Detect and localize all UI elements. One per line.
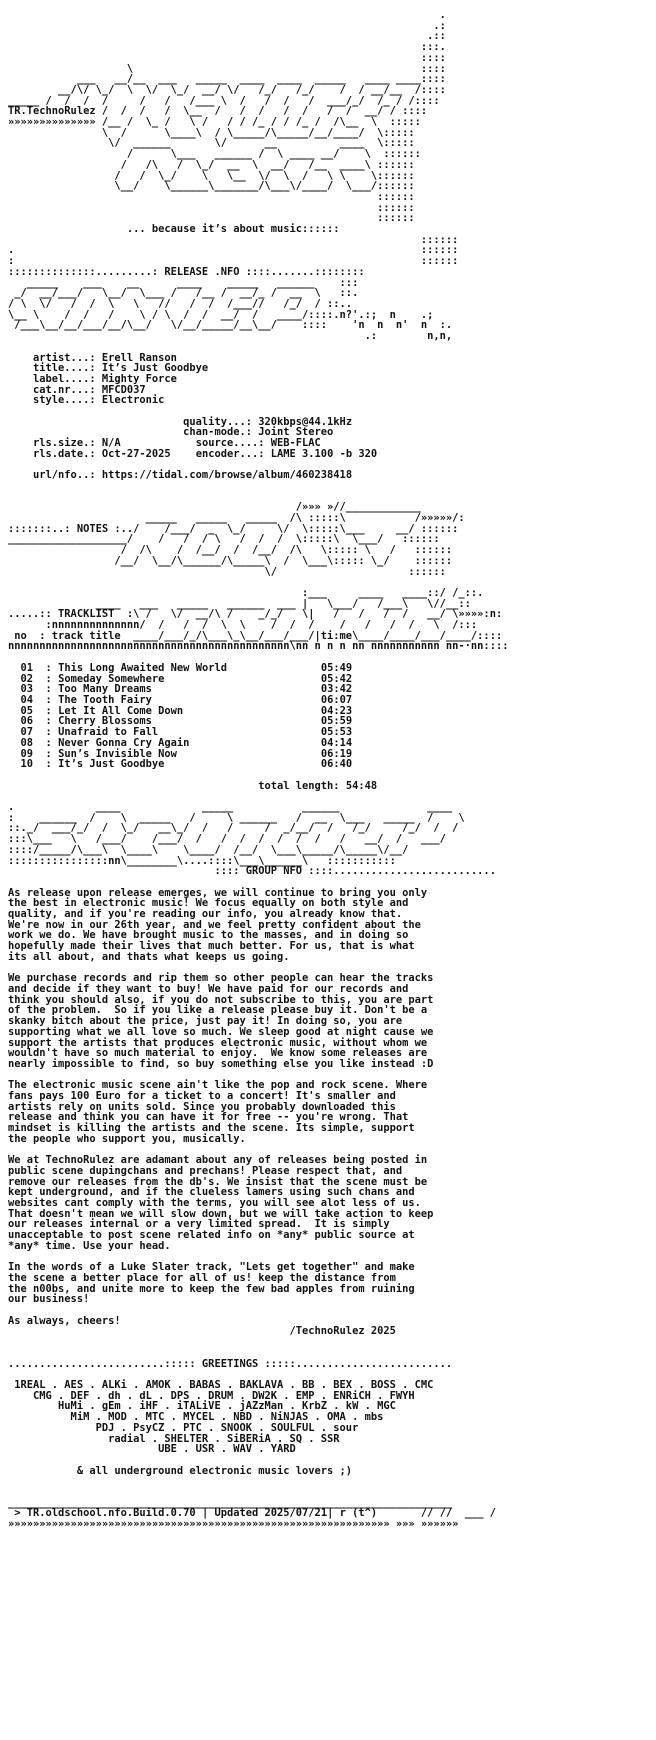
edge-decoration: :::::: (302, 223, 340, 236)
header-art: __/\/ \_/ \ \/ \_/ __/ \/ /_/ /_/ / / __/__ /:::: (8, 83, 446, 96)
header-art: »»»»»»»»»»»»»» /__ / \_ / \ / / / /_ / / /_ / /\__ \ ::::: (8, 116, 421, 129)
greetings-line: HuMi . gEm . iHF . iTALiVE . jAZzMan . KrbZ . kW . MGC (8, 1400, 396, 1413)
group-nfo-line: release and think you can have it for free -- you're wrong. That (8, 1111, 409, 1124)
track-spacer: : (33, 704, 59, 717)
header-art: \__/ \______\_______/\___\/____/ \___/:::::: (8, 180, 415, 193)
edge-decoration: :::::: (327, 265, 365, 278)
release-logo-art: \__ \ / / / \ / \ / / __/ / ____/::::.n?'.:; n .; (8, 308, 434, 321)
track-spacer: : (33, 726, 59, 739)
track-time: 06:07 (320, 694, 353, 706)
track-title: It’s Just Goodbye (58, 758, 321, 771)
track-title: Too Many Dreams (58, 683, 321, 696)
artist-value: Erell Ranson (101, 351, 177, 364)
style-value: Electronic (101, 394, 165, 407)
track-number: 02 (20, 672, 34, 685)
release-logo-art: / \ \/ / / \ \ // / / /___// /_/ / ::.. (8, 297, 353, 310)
info-line: encoder...: (195, 447, 271, 460)
group-nfo-line: quality, and if you're reading our info, you already know that. (8, 908, 403, 921)
info-line: rls.date.: (8, 447, 102, 460)
tracklist-logo-art: :nnnnnnnnnnnnnn/ / / / \ \ / / / / / / / \ /::: (8, 619, 478, 632)
track-number: 04 (20, 694, 34, 706)
notes-logo-art: ___________________/ / / / \ / / / \:::::\ \___/ :::::: (8, 533, 440, 546)
group-nfo-line: work we do. We have brought music to the masses, and in doing so (8, 929, 409, 942)
rls-size-value: N/A (101, 437, 196, 450)
group-nfo-line: the scene a better place for all of us! keep the distance from (8, 1271, 396, 1284)
info-line: artist...: (8, 351, 102, 364)
notes-logo-art: /__/ \__/\______/\_____\ / \___\::::: \_/ :::::: (8, 554, 453, 567)
notes-logo-art: /»»» »//____________ (8, 501, 421, 514)
track-time: 04:14 (320, 736, 353, 749)
edge-decoration: :::::: (420, 233, 459, 246)
group-nfo-line: the best in electronic music! We focus equally on both style and (8, 897, 409, 910)
track-spacer (8, 758, 21, 770)
footer-rule: _______________________________________________________________________ (8, 1496, 453, 1509)
greetings-header: .........................::::: GREETINGS :::::......................... (8, 1357, 453, 1370)
info-line: cat.nr...: (8, 383, 102, 396)
group-logo-art: : ______ / \ _____ / \ ______ / __ \___ _____ / \ (8, 811, 465, 824)
info-line: url/nfo..: (8, 469, 102, 482)
encoder-value: LAME 3.100 -b 320 (270, 447, 378, 460)
group-logo-art: ::::/_____/\___\ \____\ \____/ /__/ \___\_____/\_____\/__/ (8, 843, 409, 856)
tracklist-logo-art: :___ ____ ____::/ /_::. (8, 586, 484, 599)
track-number: 03 (20, 683, 34, 696)
edge-decoration: :::::: (420, 244, 459, 257)
track-title: The Tooth Fairy (58, 694, 321, 706)
group-nfo-line: the n00bs, and unite more to keep the few bad apples from ruining (8, 1282, 415, 1295)
info-line: label....: (8, 372, 102, 385)
greetings-footer: & all underground electronic music lovers ;) (8, 1464, 353, 1477)
group-nfo-line: unacceptable to post scene related info on *any* public source at (8, 1229, 415, 1242)
track-time: 05:42 (320, 672, 353, 685)
track-number: 10 (20, 758, 34, 771)
group-nfo-line: hopefully made their lives that much better. For us, that is what (8, 940, 415, 953)
track-title: Never Gonna Cry Again (58, 736, 321, 749)
track-title: Sun’s Invisible Now (58, 747, 321, 760)
header-art: :::::: (8, 201, 415, 214)
track-title: Unafraid to Fall (58, 726, 321, 739)
track-time: 06:40 (320, 758, 353, 771)
group-nfo-line: kept underground, and if the clueless lamers using such chans and (8, 1186, 415, 1199)
track-title: Cherry Blossoms (58, 715, 321, 728)
catnr-value: MFCD037 (101, 383, 146, 396)
group-nfo-line: fans pays 100 Euro for a ticket to a concert! It's smaller and (8, 1090, 396, 1103)
group-nfo-line: The electronic music scene ain't like the pop and rock scene. Where (8, 1079, 428, 1092)
header-art: :::::: (8, 212, 415, 225)
header-art: ___ __/__ ___ _____ ____ ____ _____ ____ ____:::: (8, 73, 446, 86)
group-logo-art: ::._/ ___/_/ / \_/ __\_/ / / / _/__/ / /_/ /_/ / / (8, 822, 459, 835)
header-art: .:: (8, 30, 446, 43)
group-logo-art: . ____ _____ ______ ____ (8, 801, 453, 814)
release-logo-art: .: n,n, (8, 330, 453, 343)
nfo-document (8, 10, 508, 1530)
header-art: . (8, 9, 446, 21)
group-nfo-line: public scene dupingchans and prechans! Please respect that, and (8, 1164, 403, 1177)
greetings-line: UBE . USR . WAV . YARD (8, 1443, 296, 1456)
track-number: 08 (20, 736, 34, 749)
total-label: total length: (8, 779, 346, 792)
track-time: 05:59 (320, 715, 353, 728)
track-spacer: : (33, 694, 59, 706)
track-number: 06 (20, 715, 34, 728)
header-art: / / \_/ \ \__ \/ \ / \ \ \:::::: (8, 169, 415, 182)
group-nfo-line: its all about, and thats what keeps us going. (8, 950, 290, 963)
group-nfo-line: websites cant comply with the terms, you will see alot less of us. (8, 1197, 421, 1210)
group-nfo-line: We purchase records and rip them so other people can hear the tracks (8, 972, 434, 985)
spacer: : (8, 255, 421, 268)
group-nfo-line: support the artists that produces electronic music, without whom we (8, 1036, 428, 1049)
header-art: :::::: (8, 190, 415, 203)
info-line: chan-mode.: (8, 426, 259, 439)
label-value: Mighty Force (101, 372, 177, 385)
info-line: title....: (8, 362, 102, 375)
group-nfo-line: wouldn't have so much material to enjoy. We know some releases are (8, 1047, 428, 1060)
source-value: WEB-FLAC (270, 437, 321, 450)
group-nfo-line: We're now in our 26th year, and we feel pretty confident about the (8, 918, 421, 931)
header-art: / \___ ______ / \ ____ __/ \ :::::: (8, 148, 421, 161)
track-number: 09 (20, 747, 34, 760)
track-spacer: : (33, 715, 59, 728)
info-line: style....: (8, 394, 102, 407)
header-art: \ :::: (8, 62, 446, 75)
greetings-line: CMG . DEF . dh . dL . DPS . DRUM . DW2K . EMP . ENRiCH . FWYH (8, 1389, 415, 1402)
tracklist-logo-art: no : track title ____/___/_/\___\_\__/___/___/|ti:me\____/____/___/____/:::: (8, 629, 503, 642)
group-nfo-line: our releases internal or a very limited spread. It is simply (8, 1218, 390, 1231)
greetings-line: radial . SHELTER . SiBERiA . SQ . SSR (8, 1432, 340, 1445)
notes-logo-art: / /\ / /__/ / /__/ /\ \::::: \ / :::::: (8, 544, 453, 557)
group-nfo-line: As release upon release emerges, we will continue to bring you only (8, 886, 428, 899)
header-art: .: (8, 19, 446, 32)
group-nfo-line: our business! (8, 1293, 90, 1306)
total-length: 54:48 (345, 779, 378, 792)
group-nfo-line: As always, cheers! (8, 1314, 121, 1327)
track-spacer: : (33, 683, 59, 696)
footer-rule: »»»»»»»»»»»»»»»»»»»»»»»»»»»»»»»»»»»»»»»»»»»»»»»»»»»»»»»»»»»»» »»» »»»»»» (8, 1518, 459, 1531)
header-art: TR.TechnoRulez / / / / \__ / / / / / / / __/ / :::: (8, 105, 428, 118)
track-time: 05:53 (320, 726, 353, 739)
release-logo-art: /___\__/__/___/__/\__/ \/__/_____/__\__/ :::: 'n n n' n :. (8, 319, 453, 332)
header-art: :::: (8, 51, 446, 64)
track-time: 05:49 (320, 661, 353, 674)
track-number: 01 (20, 661, 34, 674)
track-spacer: : (33, 747, 59, 760)
greetings-line: MiM . MOD . MTC . MYCEL . NBD . NiNJAS . OMA . mbs (8, 1411, 384, 1424)
tagline: ... because it’s about music (8, 223, 303, 236)
release-logo-art: _____ ___ __ ____ _____ ______ ::: (8, 276, 359, 289)
title-value: It’s Just Goodbye (101, 362, 209, 375)
track-number: 05 (20, 704, 34, 717)
notes-logo-art: \/ :::::: (8, 565, 446, 578)
track-spacer: : (33, 736, 59, 749)
footer-line: // // ___ / (377, 1507, 496, 1520)
edge-decoration: :::::: (420, 255, 459, 268)
track-row (8, 758, 352, 770)
greetings-line: 1REAL . AES . ALKi . AMOK . BABAS . BAKLAVA . BB . BEX . BOSS . CMC (8, 1379, 434, 1391)
footer-line: > (8, 1507, 27, 1520)
tracklist-logo-art: nnnnnnnnnnnnnnnnnnnnnnnnnnnnnnnnnnnnnnnnnnnnn\nn n n n nn nnnnnnnnnnn nn-·nn:::: (8, 640, 509, 653)
track-title: This Long Awaited New World (58, 661, 321, 674)
signature: /TechnoRulez 2025 (8, 1325, 396, 1338)
quality-value: 320kbps@44.1kHz (258, 415, 353, 428)
track-spacer: : (33, 758, 59, 771)
group-nfo-line: *any* time. Use your head. (8, 1239, 171, 1252)
track-spacer: : (33, 661, 59, 674)
header-art: \/ ______ \/ __ ____ \::::: (8, 137, 415, 150)
url-value: https://tidal.com/browse/album/460238418 (101, 469, 353, 482)
chan-mode-value: Joint Stereo (258, 426, 334, 439)
track-time: 04:23 (320, 704, 353, 717)
greetings-line: PDJ . PsyCZ . PTC . SNOOK . SOULFUL . sour (8, 1421, 359, 1434)
tracklist-logo-art: ____ ___ _____ ______ ___ | \___/ /___\ \//__:: (8, 597, 471, 610)
track-spacer: : (33, 672, 59, 685)
group-nfo-line: of the problem. So if you like a release please buy it. Don't be a (8, 1004, 428, 1017)
header-art: _____ / / / / / / /___ \ / / / / ___/_/ /_ / /:::: (8, 94, 440, 107)
group-nfo-line: think you should also, if you do not subscribe to this, you are part (8, 993, 434, 1006)
track-number: 07 (20, 726, 34, 739)
notes-logo-art: :::::::..: NOTES :../ /___/ _ \_/ \/ \:::::\___ __/ :::::: (8, 522, 459, 535)
footer-credit: r (t^) (339, 1507, 378, 1520)
group-nfo-line: In the words of a Luke Slater track, "Lets get together" and make (8, 1261, 415, 1274)
group-nfo-line: remove our releases from the db's. We insist that the scene must be (8, 1175, 428, 1188)
notes-logo-art: _____ _____ _____ /\ :::::\ /»»»»»/: (8, 512, 465, 525)
tracklist-logo-art: .....:: TRACKLIST :\ / \/ __/\ / _/_/ \| / / / / __/ \»»»»:n: (8, 608, 503, 621)
footer-line: | (195, 1507, 215, 1520)
track-time: 03:42 (320, 683, 353, 696)
track-title: Someday Somewhere (58, 672, 321, 685)
footer-build: TR.oldschool.nfo.Build.0.70 (26, 1507, 196, 1520)
group-logo-art: :::\___ \ /___/ /___/ / / / / / / / / __/ / ___/ (8, 833, 446, 846)
track-time: 06:19 (320, 747, 353, 760)
release-header: ::::::::::::::.........: RELEASE .NFO ::::.......:: (8, 265, 328, 278)
group-nfo-line: nearly impossible to find, so buy something else you like instead :D (8, 1057, 434, 1070)
header-art: \ / \____\ / \_____/\_____/__/____/ \::::: (8, 126, 415, 139)
group-nfo-line: skanky bitch about the price, just pay it! In doing so, you are (8, 1015, 403, 1028)
info-line: source....: (195, 437, 271, 450)
group-nfo-line: and decide if they want to buy! We have paid for our records and (8, 982, 409, 995)
group-nfo-line: artists rely on units sold. Since you probably downloaded this (8, 1100, 396, 1113)
footer-updated: Updated 2025/07/21 (214, 1507, 328, 1520)
release-logo-art: _/ __/___/ \__/ \___ / /__ / __/_ / __ \ ::. (8, 287, 359, 300)
group-nfo-line: supporting what we all love so much. We sleep good at night cause we (8, 1025, 434, 1038)
track-title: Let It All Come Down (58, 704, 321, 717)
spacer: . (8, 244, 421, 257)
group-logo-art: ::::::::::::::::nn\________\....::::\___\______\ ::::::::::: (8, 854, 396, 867)
group-nfo-header: :::: GROUP NFO ::::.......................... (8, 865, 496, 878)
group-nfo-line: That doesn't mean we will slow down, but we will take action to keep (8, 1207, 434, 1220)
header-art: :::. (8, 41, 446, 54)
footer-line: | (327, 1507, 340, 1520)
header-art: / /\ / \_/ __ \ __/ /__ ____\ :::::: (8, 158, 415, 171)
info-line: rls.size.: (8, 437, 102, 450)
info-line: quality...: (8, 415, 259, 428)
group-nfo-line: the people who support you, musically. (8, 1132, 246, 1145)
rls-date-value: Oct-27-2025 (101, 447, 196, 460)
group-nfo-line: mindset is killing the artists and the scene. Its simple, support (8, 1122, 415, 1135)
group-nfo-line: We at TechnoRulez are adamant about any of releases being posted in (8, 1154, 428, 1167)
